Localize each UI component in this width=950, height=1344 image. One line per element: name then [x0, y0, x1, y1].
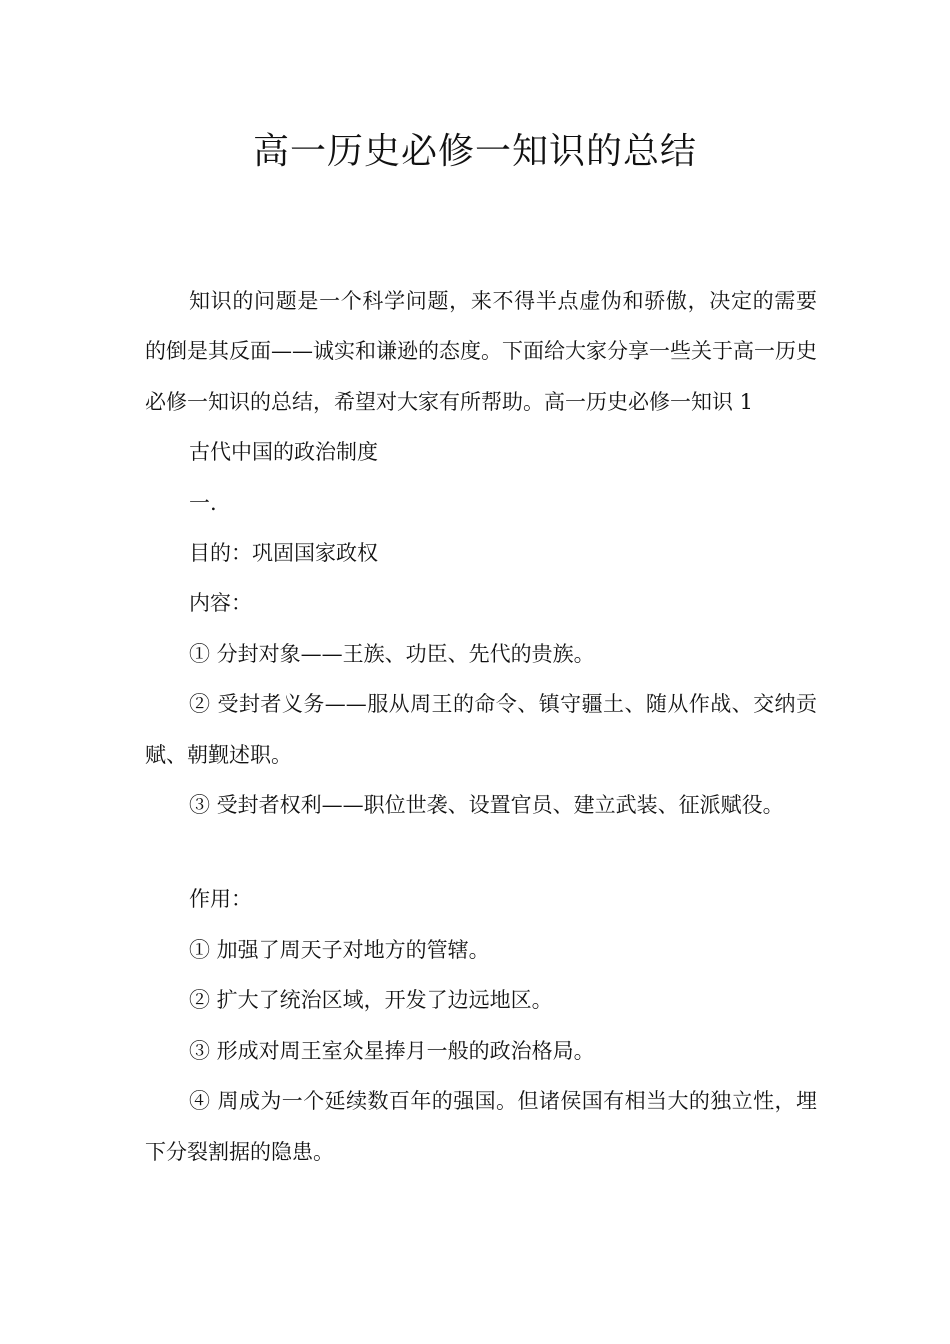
content-item-3: ③ 受封者权利——职位世袭、设置官员、建立武装、征派赋役。	[189, 793, 784, 818]
content-item-1: ① 分封对象——王族、功臣、先代的贵族。	[189, 641, 595, 666]
section-heading: 古代中国的政治制度	[189, 440, 378, 465]
effect-item-3: ③ 形成对周王室众星捧月一般的政治格局。	[189, 1038, 595, 1063]
content-label: 内容：	[189, 591, 252, 616]
effect-item-2: ② 扩大了统治区域，开发了边远地区。	[189, 988, 553, 1013]
intro-paragraph: 知识的问题是一个科学问题，来不得半点虚伪和骄傲，决定的需要的倒是其反面——诚实和谦逊的态度。下面给大家分享一些关于高一历史必修一知识的总结，希望对大家有所帮助。高一历史必修一知识 1	[145, 289, 817, 414]
content-item-2: ② 受封者义务——服从周王的命令、镇守疆土、随从作战、交纳贡赋、朝觐述职。	[145, 692, 817, 767]
effect-item-4: ④ 周成为一个延续数百年的强国。但诸侯国有相当大的独立性，埋下分裂割据的隐患。	[145, 1089, 817, 1164]
document-title: 高一历史必修一知识的总结	[252, 131, 697, 172]
document-body	[145, 276, 817, 1177]
effect-item-1: ① 加强了周天子对地方的管辖。	[189, 937, 490, 962]
section-number: 一.	[189, 490, 217, 515]
purpose-line: 目的：巩固国家政权	[189, 541, 378, 566]
effect-label: 作用：	[189, 887, 252, 912]
